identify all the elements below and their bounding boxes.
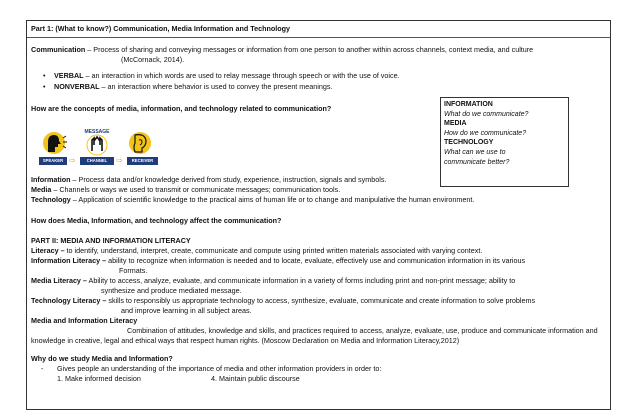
bullet-nonverbal bbox=[54, 83, 332, 92]
def-information bbox=[31, 176, 386, 185]
media-question: How do we communicate? bbox=[444, 129, 527, 137]
technology-term: Technology bbox=[31, 195, 71, 204]
communication-term: Communication bbox=[31, 45, 86, 54]
divider bbox=[27, 37, 610, 38]
technology-literacy-def: skills to responsibly us appropriate technology to access, synthesize, evaluate, communicate and create information to solve problems bbox=[106, 296, 536, 305]
question-affect: How does Media, Information, and technology affect the communication? bbox=[31, 216, 282, 225]
why-dash: - bbox=[41, 364, 44, 373]
media-literacy-def-cont: synthesize and produce mediated message. bbox=[101, 286, 242, 295]
channel-tag: CHANNEL bbox=[80, 157, 114, 165]
communication-citation: (McCornack, 2014). bbox=[121, 55, 185, 64]
why-title: Why do we study Media and Information? bbox=[31, 354, 173, 363]
information-def: – Process data and/or knowledge derived from study, experience, instruction, signals and symbols. bbox=[70, 175, 387, 184]
info-box bbox=[440, 97, 569, 187]
def-technology-literacy bbox=[31, 297, 535, 306]
information-literacy-def: ability to recognize when information is needed and to locate, evaluate, effectively use and communication information in its various bbox=[106, 256, 526, 265]
technology-def: – Application of scientific knowledge to the practical aims of human life or to change and manipulative the human environment. bbox=[70, 195, 475, 204]
nonverbal-def: – an interaction where behavior is used to convey the present meanings. bbox=[99, 82, 333, 91]
message-label: MESSAGE bbox=[84, 129, 110, 135]
def-literacy bbox=[31, 247, 482, 256]
media-def: – Channels or ways we used to transmit or communicate messages; communication tools. bbox=[51, 185, 341, 194]
mil-title: Media and Information Literacy bbox=[31, 316, 138, 325]
info-question: What do we communicate? bbox=[444, 110, 529, 118]
part1-title: Part 1: (What to know?) Communication, Media Information and Technology bbox=[31, 24, 291, 33]
verbal-def: – an interaction in which words are used to relay message through speech or with the use of voice. bbox=[83, 71, 400, 80]
technology-question-line2: communicate better? bbox=[444, 158, 510, 166]
speaker-tag: SPEAKER bbox=[39, 157, 67, 165]
nonverbal-term: NONVERBAL bbox=[54, 82, 100, 91]
technology-literacy-def-cont: and improve learning in all subject areas. bbox=[121, 306, 252, 315]
document-sheet bbox=[26, 20, 611, 410]
information-literacy-term: Information Literacy – bbox=[31, 256, 107, 265]
communication-definition bbox=[31, 46, 533, 55]
media-term: Media bbox=[31, 185, 52, 194]
info-title: INFORMATION bbox=[444, 101, 493, 108]
list-item-4: 4. Maintain public discourse bbox=[211, 374, 300, 383]
literacy-def: to identify, understand, interpret, create, communicate and compute using printed written materials associated with varying context. bbox=[64, 246, 483, 255]
communication-diagram bbox=[39, 125, 159, 167]
def-media-literacy bbox=[31, 277, 515, 286]
bullet-verbal bbox=[54, 72, 400, 81]
diagram-icons bbox=[39, 125, 159, 157]
mil-def-cont: knowledge in creative, legal and ethical ways that respect human rights. (Moscow Declaration on Media and Information Literacy,2012) bbox=[31, 336, 460, 345]
information-literacy-def-cont: Formats. bbox=[119, 266, 148, 275]
media-literacy-term: Media Literacy – bbox=[31, 276, 87, 285]
media-literacy-def: Ability to access, analyze, evaluate, and communicate information in a variety of forms including print and non-print message; ability to bbox=[86, 276, 516, 285]
information-term: Information bbox=[31, 175, 71, 184]
communication-def: – Process of sharing and conveying messages or information from one person to another within across channels, context media, and culture bbox=[85, 45, 534, 54]
ear-head-icon bbox=[129, 132, 151, 154]
technology-literacy-term: Technology Literacy – bbox=[31, 296, 107, 305]
media-title: MEDIA bbox=[444, 120, 467, 128]
def-technology bbox=[31, 196, 474, 205]
literacy-term: Literacy – bbox=[31, 246, 65, 255]
part2-title: PART II: MEDIA AND INFORMATION LITERACY bbox=[31, 236, 191, 245]
mil-def: Combination of attitudes, knowledge and skills, and practices required to access, analyze, evaluate, use, produce and communicate information and bbox=[127, 326, 598, 335]
receiver-tag: RECEIVER bbox=[127, 157, 158, 165]
def-information-literacy bbox=[31, 257, 525, 266]
why-text: Gives people an understanding of the importance of media and other information providers in order to: bbox=[57, 364, 382, 373]
technology-question-line1: What can we use to bbox=[444, 148, 506, 156]
list-item-1: 1. Make informed decision bbox=[57, 374, 141, 383]
arrow-icon: ⇨ bbox=[116, 156, 123, 165]
def-media bbox=[31, 186, 340, 195]
hands-icon bbox=[87, 135, 107, 155]
speaker-head-icon bbox=[43, 132, 67, 154]
verbal-term: VERBAL bbox=[54, 71, 84, 80]
arrow-icon: ⇨ bbox=[69, 156, 76, 165]
technology-title: TECHNOLOGY bbox=[444, 139, 494, 147]
question-concepts: How are the concepts of media, information, and technology related to communication? bbox=[31, 104, 332, 113]
